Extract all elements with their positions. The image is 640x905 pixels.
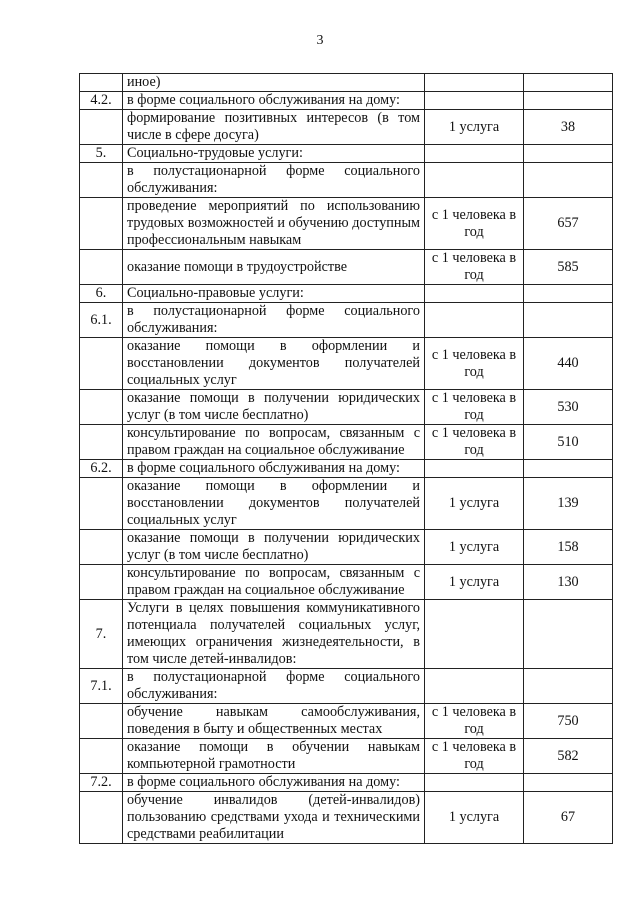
price-cell: 510 [524, 425, 613, 460]
row-number-cell [80, 390, 123, 425]
service-name-cell: оказание помощи в получении юридических услуг (в том числе бесплатно) [123, 390, 425, 425]
unit-cell: 1 услуга [425, 792, 524, 844]
price-cell [524, 92, 613, 110]
row-number-cell: 6. [80, 285, 123, 303]
page-number: 3 [316, 33, 324, 48]
service-name-cell: оказание помощи в получении юридических услуг (в том числе бесплатно) [123, 530, 425, 565]
table-row [80, 600, 613, 669]
row-number-cell [80, 704, 123, 739]
price-cell [524, 74, 613, 92]
unit-cell [425, 74, 524, 92]
services-table-body [80, 74, 613, 844]
price-cell [524, 285, 613, 303]
unit-cell: с 1 человека в год [425, 250, 524, 285]
unit-cell: с 1 человека в год [425, 338, 524, 390]
table-row [80, 250, 613, 285]
row-number-cell: 7. [80, 600, 123, 669]
service-name-cell: оказание помощи в оформлении и восстановлении документов получателей социальных услуг [123, 478, 425, 530]
service-name-cell: в форме социального обслуживания на дому: [123, 92, 425, 110]
service-name-cell: обучение инвалидов (детей-инвалидов) пользованию средствами ухода и техническими средствами реабилитации [123, 792, 425, 844]
service-name-cell: иное) [123, 74, 425, 92]
unit-cell: 1 услуга [425, 530, 524, 565]
table-row [80, 774, 613, 792]
row-number-cell [80, 338, 123, 390]
price-cell: 530 [524, 390, 613, 425]
row-number-cell [80, 250, 123, 285]
unit-cell: с 1 человека в год [425, 198, 524, 250]
service-name-cell: в полустационарной форме социального обслуживания: [123, 669, 425, 704]
price-cell: 582 [524, 739, 613, 774]
table-row [80, 303, 613, 338]
row-number-cell [80, 792, 123, 844]
price-cell [524, 774, 613, 792]
service-name-cell: Социально-правовые услуги: [123, 285, 425, 303]
table-row [80, 74, 613, 92]
price-cell: 38 [524, 110, 613, 145]
price-cell: 67 [524, 792, 613, 844]
price-cell: 657 [524, 198, 613, 250]
price-cell: 158 [524, 530, 613, 565]
price-cell: 440 [524, 338, 613, 390]
row-number-cell: 4.2. [80, 92, 123, 110]
unit-cell: 1 услуга [425, 478, 524, 530]
unit-cell [425, 774, 524, 792]
service-name-cell: в полустационарной форме социального обслуживания: [123, 163, 425, 198]
unit-cell: с 1 человека в год [425, 704, 524, 739]
table-row [80, 338, 613, 390]
service-name-cell: в полустационарной форме социального обслуживания: [123, 303, 425, 338]
unit-cell [425, 600, 524, 669]
unit-cell [425, 460, 524, 478]
service-name-cell: в форме социального обслуживания на дому: [123, 460, 425, 478]
row-number-cell: 7.1. [80, 669, 123, 704]
table-row [80, 704, 613, 739]
unit-cell: с 1 человека в год [425, 425, 524, 460]
service-name-cell: проведение мероприятий по использованию трудовых возможностей и обучению доступным профессиональным навыкам [123, 198, 425, 250]
unit-cell: 1 услуга [425, 110, 524, 145]
service-name-cell: консультирование по вопросам, связанным с правом граждан на социальное обслуживание [123, 425, 425, 460]
table-row [80, 669, 613, 704]
row-number-cell [80, 163, 123, 198]
price-cell: 585 [524, 250, 613, 285]
price-cell: 130 [524, 565, 613, 600]
service-name-cell: оказание помощи в оформлении и восстановлении документов получателей социальных услуг [123, 338, 425, 390]
row-number-cell [80, 425, 123, 460]
row-number-cell [80, 530, 123, 565]
table-row [80, 145, 613, 163]
price-cell [524, 163, 613, 198]
table-row [80, 285, 613, 303]
price-cell [524, 460, 613, 478]
row-number-cell [80, 478, 123, 530]
price-cell [524, 303, 613, 338]
table-row [80, 110, 613, 145]
table-row [80, 390, 613, 425]
table-row [80, 530, 613, 565]
table-row [80, 739, 613, 774]
service-name-cell: консультирование по вопросам, связанным с правом граждан на социальное обслуживание [123, 565, 425, 600]
row-number-cell: 5. [80, 145, 123, 163]
service-name-cell: в форме социального обслуживания на дому: [123, 774, 425, 792]
row-number-cell: 6.1. [80, 303, 123, 338]
table-row [80, 425, 613, 460]
unit-cell [425, 145, 524, 163]
unit-cell [425, 163, 524, 198]
row-number-cell [80, 110, 123, 145]
price-cell [524, 600, 613, 669]
table-row [80, 565, 613, 600]
table-row [80, 198, 613, 250]
unit-cell [425, 285, 524, 303]
service-name-cell: оказание помощи в обучении навыкам компьютерной грамотности [123, 739, 425, 774]
table-row [80, 792, 613, 844]
unit-cell: с 1 человека в год [425, 739, 524, 774]
unit-cell [425, 92, 524, 110]
price-cell [524, 669, 613, 704]
row-number-cell [80, 198, 123, 250]
price-cell: 139 [524, 478, 613, 530]
service-name-cell: Услуги в целях повышения коммуникативного потенциала получателей социальных услуг, имеющих ограничения жизнедеятельности, в том числе детей-инвалидов: [123, 600, 425, 669]
unit-cell [425, 303, 524, 338]
row-number-cell [80, 74, 123, 92]
table-row [80, 92, 613, 110]
price-cell [524, 145, 613, 163]
service-name-cell: формирование позитивных интересов (в том числе в сфере досуга) [123, 110, 425, 145]
unit-cell: 1 услуга [425, 565, 524, 600]
service-name-cell: оказание помощи в трудоустройстве [123, 250, 425, 285]
service-name-cell: обучение навыкам самообслуживания, поведения в быту и общественных местах [123, 704, 425, 739]
table-row [80, 478, 613, 530]
table-row [80, 163, 613, 198]
unit-cell [425, 669, 524, 704]
row-number-cell: 7.2. [80, 774, 123, 792]
price-cell: 750 [524, 704, 613, 739]
row-number-cell: 6.2. [80, 460, 123, 478]
services-table [79, 73, 613, 844]
row-number-cell [80, 739, 123, 774]
table-row [80, 460, 613, 478]
row-number-cell [80, 565, 123, 600]
unit-cell: с 1 человека в год [425, 390, 524, 425]
service-name-cell: Социально-трудовые услуги: [123, 145, 425, 163]
